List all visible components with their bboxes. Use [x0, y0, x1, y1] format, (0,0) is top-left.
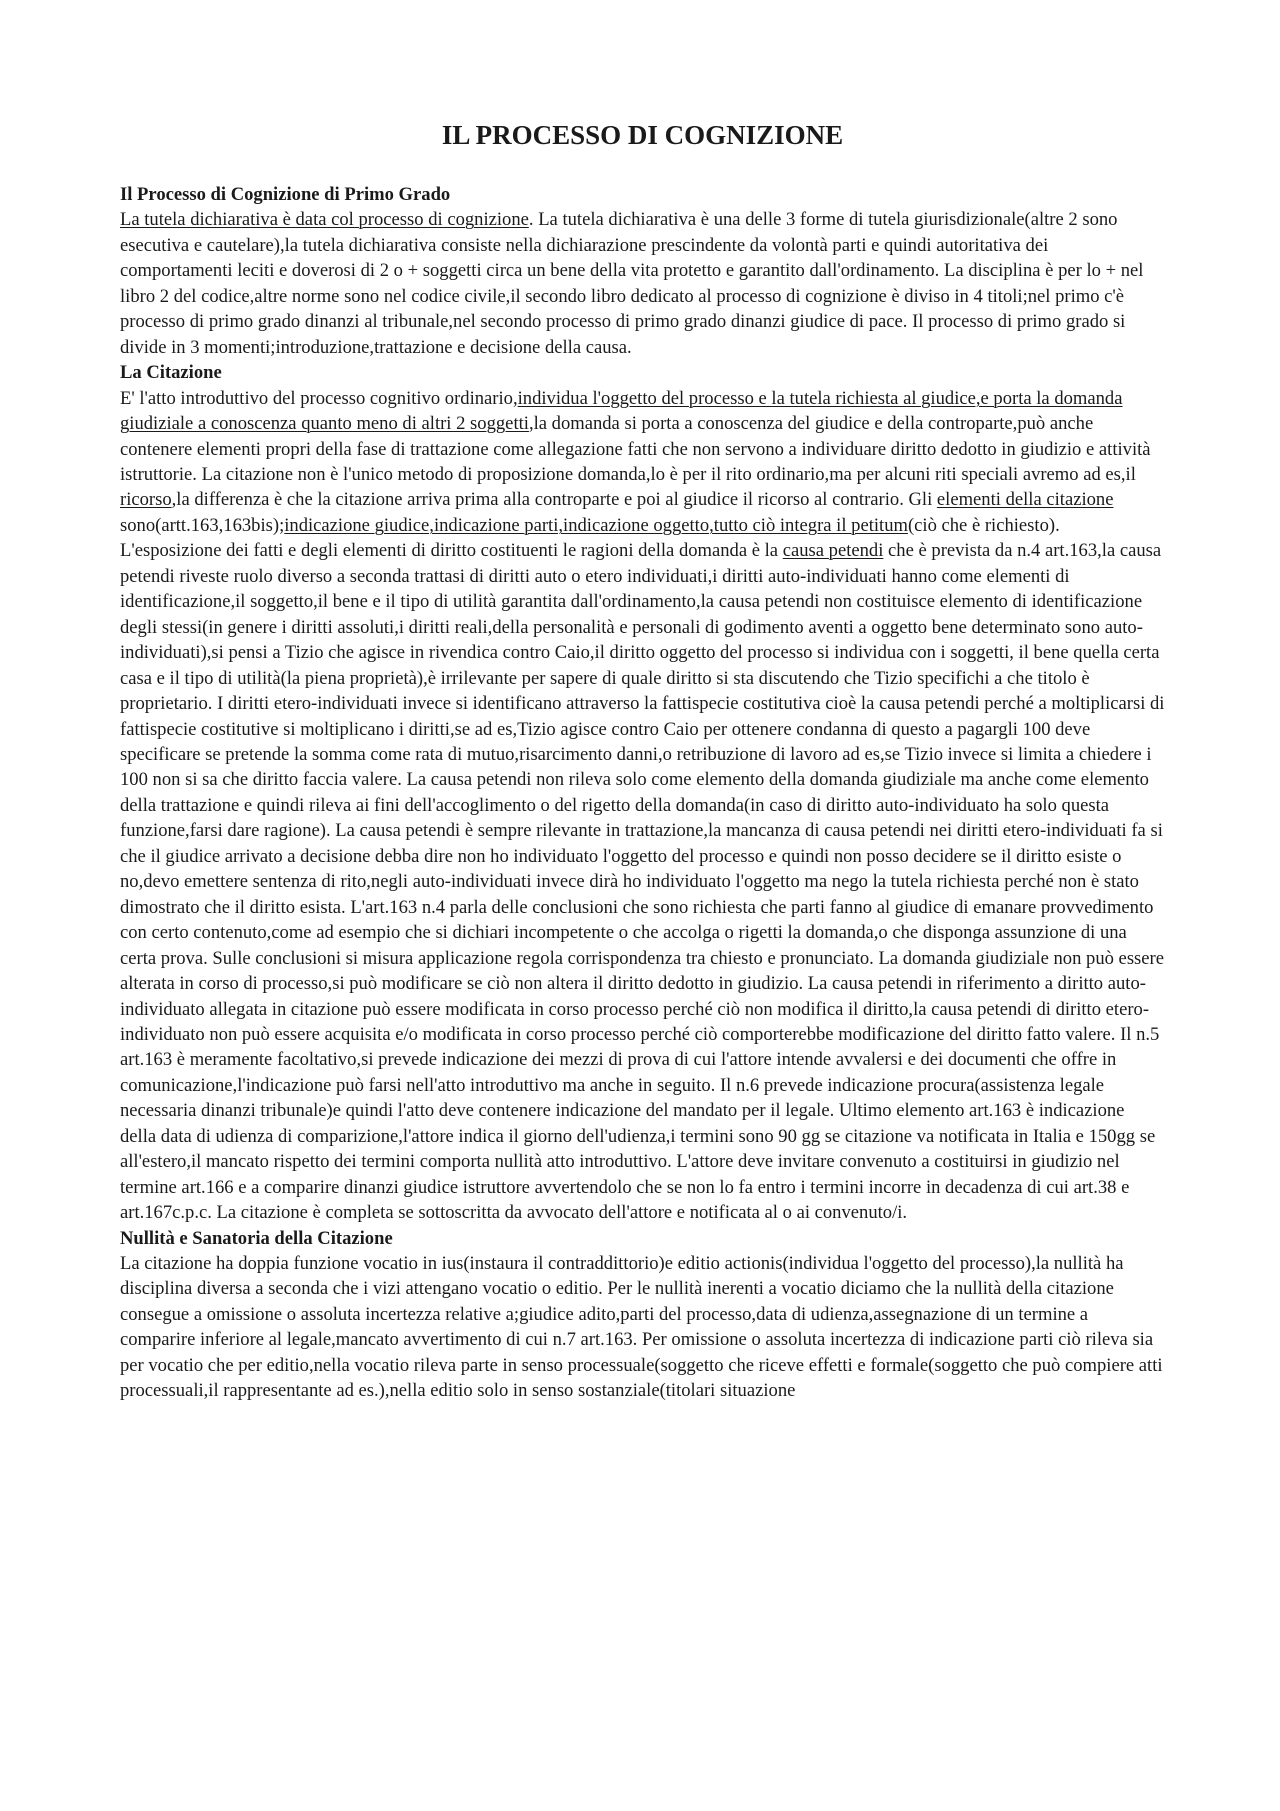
document-title: IL PROCESSO DI COGNIZIONE	[441, 120, 844, 150]
document-body	[120, 182, 1165, 1404]
section-heading: Nullità e Sanatoria della Citazione	[120, 1227, 393, 1249]
underlined-text: individua l'oggetto del processo e la tutela richiesta al giudice,e porta la domanda giudiziale a conoscenza quanto meno di altri 2 soggetti	[120, 387, 1123, 435]
section-heading: La Citazione	[120, 362, 222, 384]
paragraph-text: che è prevista da n.4 art.163,la causa petendi riveste ruolo diverso a seconda trattasi di diritti auto o etero individuati,i diritti auto-individuati hanno come elementi di identificazione,il soggetto,il bene e il tipo di utilità garantita dall'ordinamento,la causa petendi non costituisce elemento di identificazione degli stessi(in genere i diritti assoluti,i diritti reali,della personalità e personali di godimento aventi a oggetto bene determinato sono auto-individuati),si pensi a Tizio che agisce in rivendica contro Caio,il diritto oggetto del processo si individua con i soggetti, il bene quella certa casa e il tipo di utilità(la piena proprietà),è irrilevante per sapere di quale diritto si sta discutendo che Tizio specifichi a che titolo è proprietario. I diritti etero-individuati invece si identificano attraverso la fattispecie costitutiva cioè la causa petendi perché a moltiplicarsi di fattispecie costitutive si moltiplicano i diritti,se ad es,Tizio agisce contro Caio per ottenere condanna di questo a pagargli 100 deve specificare se pretende la somma come rata di mutuo,risarcimento danni,o retribuzione di lavoro ad es,se Tizio invece si limita a chiedere i 100 non si sa che diritto faccia valere. La causa petendi non rileva solo come elemento della domanda giudiziale ma anche come elemento della trattazione e quindi rileva ai fini dell'accoglimento o del rigetto della domanda(in caso di diritto auto-individuato ha solo questa funzione,farsi dare ragione). La causa petendi è sempre rilevante in trattazione,la mancanza di causa petendi nei diritti etero-individuati fa si che il giudice arrivato a decisione debba dire non ho individuato l'oggetto del processo e quindi non posso decidere se il diritto esiste o no,devo emettere sentenza di rito,negli auto-individuati invece dirà ho individuato l'oggetto ma nego la tutela richiesta perché non è stato dimostrato che il diritto esista. L'art.163 n.4 parla delle conclusioni che sono richiesta che parti fanno al giudice di emanare provvedimento con certo contenuto,come ad esempio che si dichiari incompetente o che accolga o rigetti la domanda,o che disponga assunzione di una certa prova. Sulle conclusioni si misura applicazione regola corrispondenza tra chiesto e pronunciato. La domanda giudiziale non può essere alterata in corso di processo,si può modificare se ciò non altera il diritto dedotto in giudizio. La causa petendi in riferimento a diritto auto-individuato allegata in citazione può essere modificata in corso processo perché ciò non modifica il diritto,la causa petendi di diritto etero-individuato non può essere acquisita e/o modificata in corso processo perché ciò comporterebbe modificazione del diritto fatto valere. Il n.5 art.163 è meramente facoltativo,si prevede indicazione dei mezzi di prova di cui l'attore intende avvalersi e dei documenti che offre in comunicazione,l'indicazione può farsi nell'atto introduttivo ma anche in seguito. Il n.6 prevede indicazione procura(assistenza legale necessaria dinanzi tribunale)e quindi l'atto deve contenere indicazione del mandato per il legale. Ultimo elemento art.163 è indicazione della data di udienza di comparizione,l'attore indica il giorno dell'udienza,i termini sono 90 gg se citazione va notificata in Italia e 150gg se all'estero,il mancato rispetto dei termini comporta nullità atto introduttivo. L'attore deve invitare convenuto a costituirsi in giudizio nel termine art.166 e a comparire dinanzi giudice istruttore avvertendolo che se non lo fa entro i termini incorre in decadenza di cui art.38 e art.167c.p.c. La citazione è completa se sottoscritta da avvocato dell'attore e notificata al o ai convenuto/i.	[120, 540, 1165, 1224]
section-paragraph	[120, 386, 1165, 1226]
underlined-text: indicazione giudice,indicazione parti,indicazione oggetto,tutto ciò integra il petitum	[284, 514, 908, 536]
section-paragraph	[120, 1251, 1165, 1404]
underlined-text: elementi della citazione	[936, 489, 1114, 511]
underlined-text: causa petendi	[782, 540, 884, 562]
paragraph-text: . La tutela dichiarativa è una delle 3 forme di tutela giurisdizionale(altre 2 sono esecutiva e cautelare),la tutela dichiarativa consiste nella dichiarazione prescindente da volontà parti e quindi autoritativa dei comportamenti leciti e doverosi di 2 o + soggetti circa un bene della vita protetto e garantito dall'ordinamento. La disciplina è per lo + nel libro 2 del codice,altre norme sono nel codice civile,il secondo libro dedicato al processo di cognizione è diviso in 4 titoli;nel primo c'è processo di primo grado dinanzi al tribunale,nel secondo processo di primo grado dinanzi giudice di pace. Il processo di primo grado si divide in 3 momenti;introduzione,trattazione e decisione della causa.	[120, 209, 1144, 358]
document-page	[120, 118, 1165, 1404]
underlined-text: ricorso	[120, 489, 172, 511]
section-heading: Il Processo di Cognizione di Primo Grado	[120, 184, 451, 205]
paragraph-text: ,la differenza è che la citazione arriva prima alla controparte e poi al giudice il ricorso al contrario. Gli	[171, 489, 937, 511]
underlined-text: La tutela dichiarativa è data col processo di cognizione	[120, 209, 529, 231]
paragraph-text: ,la domanda si porta a conoscenza del giudice e della controparte,può anche contenere elementi propri della fase di trattazione come allegazione fatti che non servono a individuare diritto dedotto in giudizio e attività istruttorie. La citazione non è l'unico metodo di proposizione domanda,lo è per il rito ordinario,ma per alcuni riti speciali avremo ad es,il	[120, 413, 1151, 485]
paragraph-text: La citazione ha doppia funzione vocatio in ius(instaura il contraddittorio)e editio actionis(individua l'oggetto del processo),la nullità ha disciplina diversa a seconda che i vizi attengano vocatio o editio. Per le nullità inerenti a vocatio diciamo che la nullità della citazione consegue a omissione o assoluta incertezza relative a;giudice adito,parti del processo,data di udienza,assegnazione di un termine a comparire inferiore al legale,mancato avvertimento di cui n.7 art.163. Per omissione o assoluta incertezza di indicazione parti ciò rileva sia per vocatio che per editio,nella vocatio rileva parte in senso processuale(soggetto che riceve effetti e formale(soggetto che può compiere atti processuali,il rappresentante ad es.),nella editio solo in senso sostanziale(titolari situazione	[120, 1253, 1163, 1402]
paragraph-text: E' l'atto introduttivo del processo cognitivo ordinario,	[120, 387, 518, 409]
paragraph-text: sono(artt.163,163bis);	[120, 514, 285, 536]
paragraph-text: (ciò che è richiesto). L'esposizione dei fatti e degli elementi di diritto costituenti le ragioni della domanda è la	[120, 514, 1060, 562]
section-paragraph	[120, 207, 1165, 360]
